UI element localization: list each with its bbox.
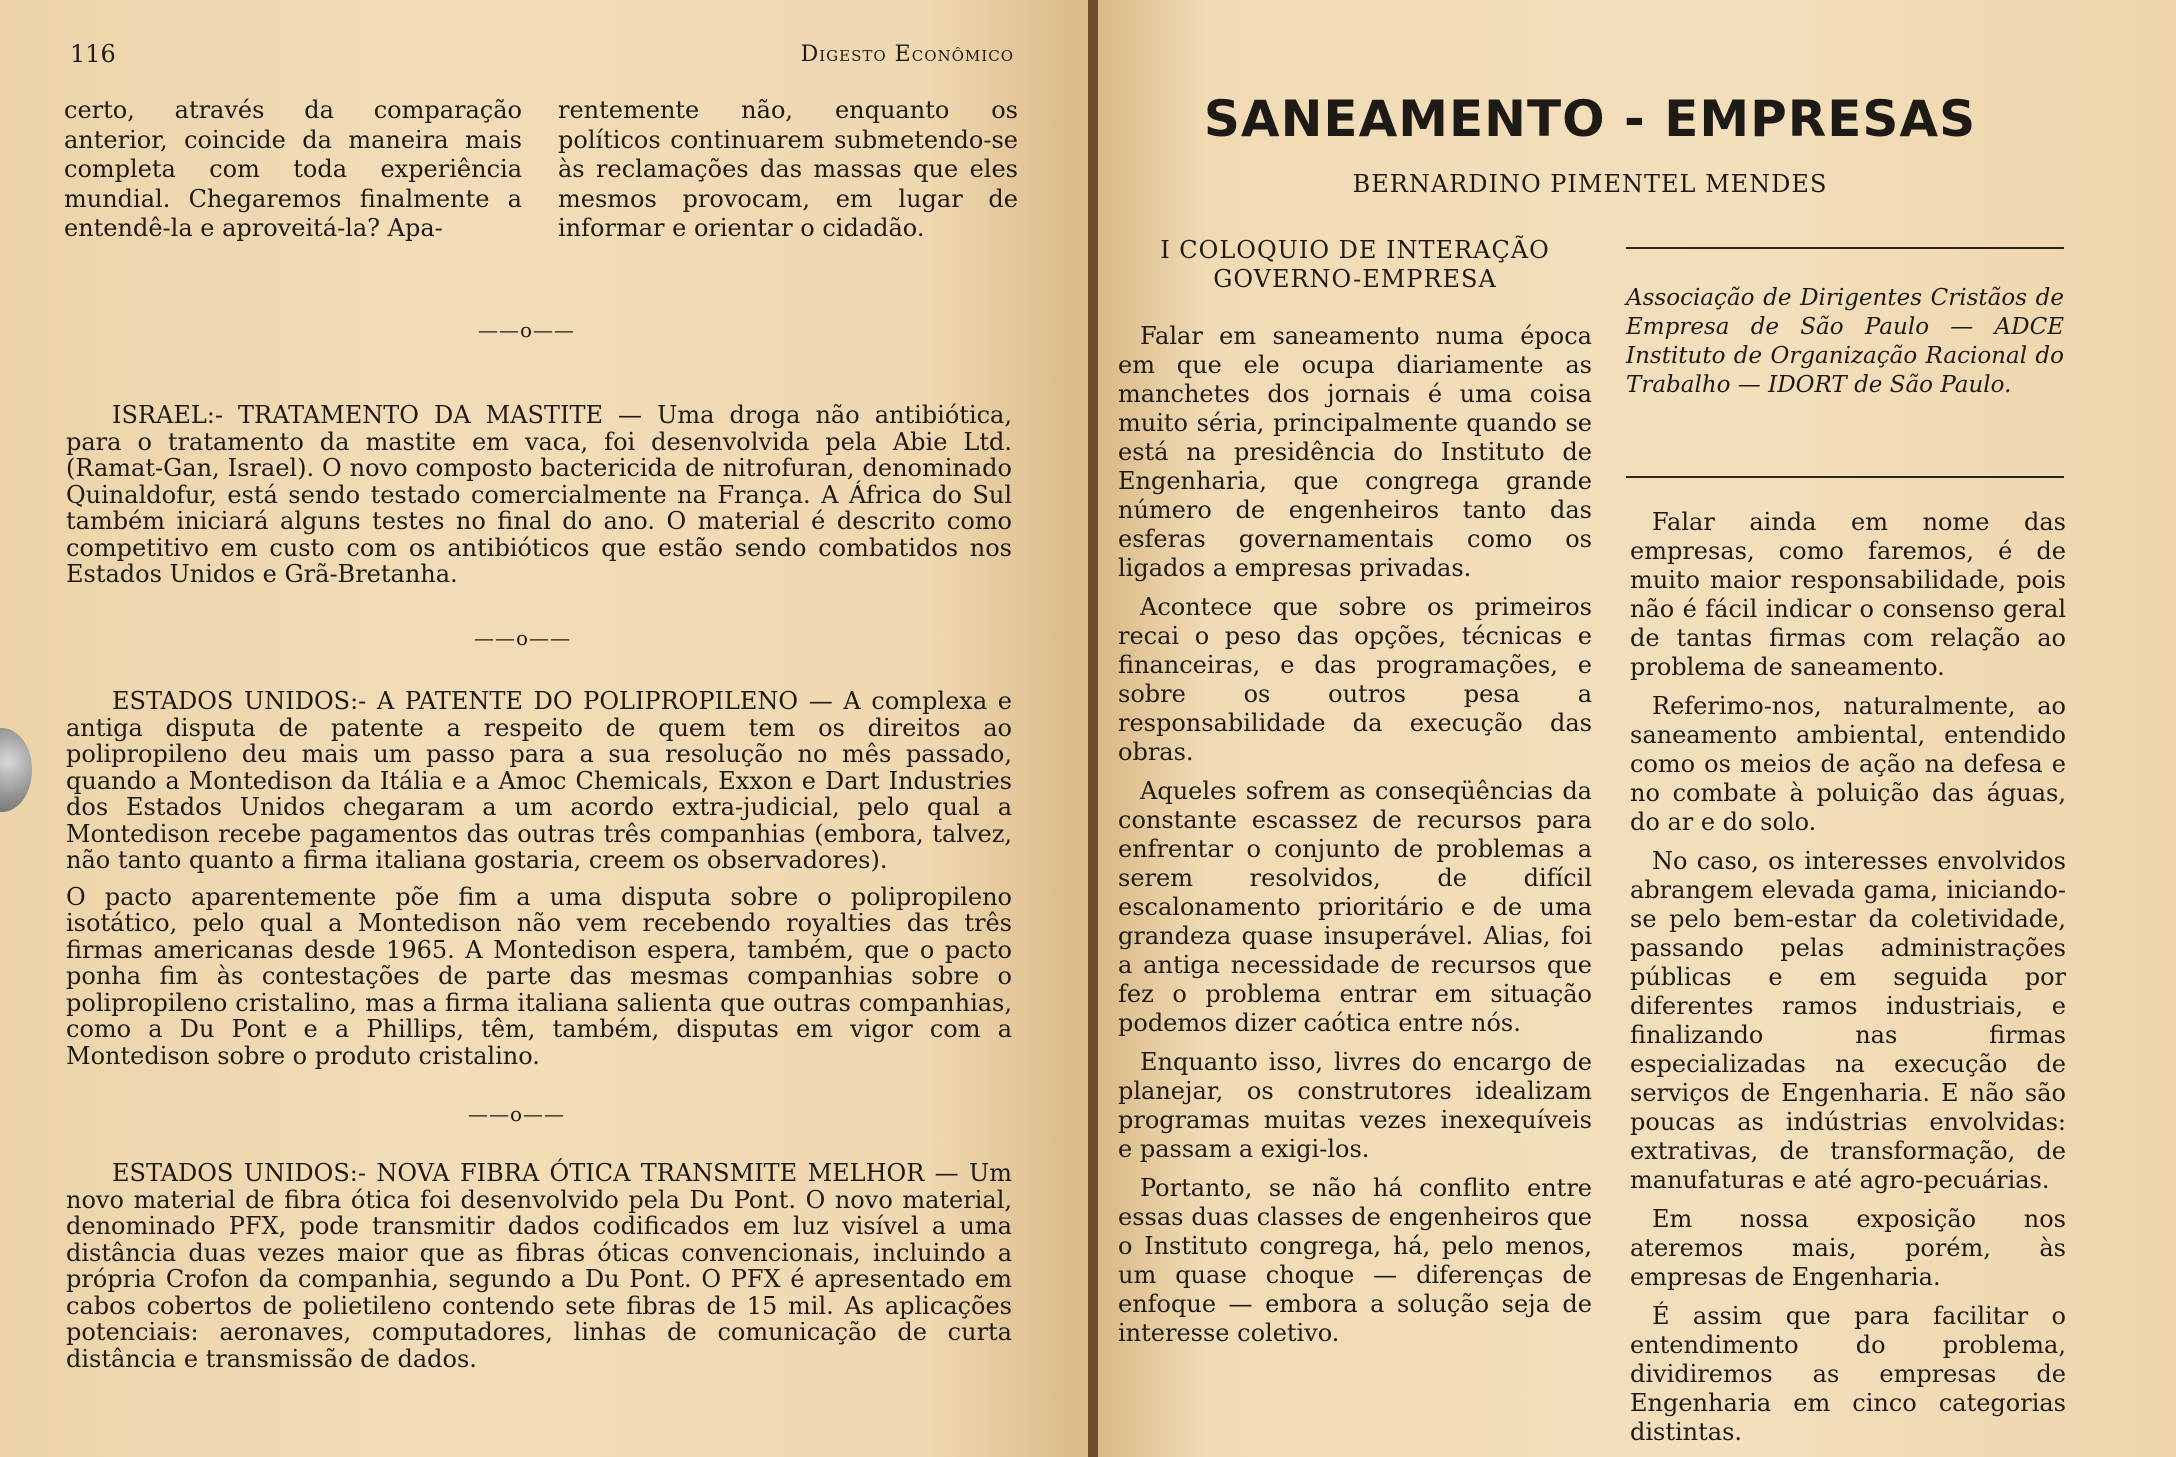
- article-paragraph: É assim que para facilitar o entendimento do problema, dividiremos as empresas de Engenharia em cinco categorias distintas.: [1630, 1302, 2066, 1446]
- news-item-optical-fiber: [66, 1160, 1012, 1382]
- rule-divider: [1626, 247, 2064, 249]
- article-paragraph: Referimo-nos, naturalmente, ao saneamento ambiental, entendido como os meios de ação na defesa e no combate à poluição das águas, do ar e do solo.: [1630, 692, 2066, 836]
- binding-rivet: [0, 728, 32, 812]
- news-item-text: ESTADOS UNIDOS:- A PATENTE DO POLIPROPILENO — A complexa e antiga disputa de patente a respeito de quem tem os direitos ao polipropileno deu mais um passo para a sua resolução no mês passado, quando a Montedison da Itália e a Amoc Chemicals, Exxon e Dart Industries dos Estados Unidos chegaram a um acordo extra-judicial, pelo qual a Montedison recebe pagamentos das outras três companhias (embora, talvez, não tanto quanto a firma italiana gostaria, creem os observadores).: [66, 687, 1012, 874]
- news-item-polypropylene: [66, 688, 1012, 1079]
- article-paragraph: Enquanto isso, livres do encargo de planejar, os construtores idealizam programas muitas vezes inexequíveis e passam a exigi-los.: [1118, 1048, 1592, 1163]
- rule-divider: [1626, 476, 2064, 478]
- article-paragraph: Falar em saneamento numa época em que ele ocupa diariamente as manchetes dos jornais é uma coisa muito séria, principalmente quando se está na presidência do Instituto de Engenharia, que congrega grande número de engenheiros tanto das esferas governamentais como os ligados a empresas privadas.: [1118, 322, 1592, 582]
- separator: ——o——: [474, 626, 572, 650]
- top-column-1: certo, através da comparação anterior, coincide da maneira mais completa com toda experiência mundial. Chegaremos finalmente a entendê-la e aproveitá-la? Apa-: [64, 96, 522, 242]
- page-number: 116: [70, 40, 116, 68]
- article-subhead: I COLOQUIO DE INTERAÇÃO GOVERNO-EMPRESA: [1160, 236, 1550, 293]
- news-item-text: ISRAEL:- TRATAMENTO DA MASTITE — Uma droga não antibiótica, para o tratamento da mastite em vaca, foi desenvolvida pela Abie Ltd. (Ramat-Gan, Israel). O novo composto bactericida de nitrofuran, denominado Quinaldofur, está sendo testado comercialmente na França. A África do Sul também iniciará alguns testes no final do ano. O material é descrito como competitivo em custo com os antibióticos que estão sendo combatidos nos Estados Unidos e Grã-Bretanha.: [66, 401, 1012, 588]
- article-title: SANEAMENTO - EMPRESAS: [1203, 90, 1977, 148]
- news-item-text: ESTADOS UNIDOS:- NOVA FIBRA ÓTICA TRANSMITE MELHOR — Um novo material de fibra ótica foi desenvolvido pela Du Pont. O novo material, denominado PFX, pode transmitir dados codificados em luz visível a uma distância duas vezes maior que as fibras óticas convencionais, incluindo a própria Crofon da companhia, segundo a Du Pont. O PFX é apresentado em cabos cobertos de polietileno contendo sete fibras de 15 mil. As aplicações potenciais: aeronaves, computadores, linhas de comunicação de curta distância e transmissão de dados.: [66, 1159, 1012, 1373]
- news-item-israel: [66, 402, 1012, 598]
- article-paragraph: Portanto, se não há conflito entre essas duas classes de engenheiros que o Instituto congrega, há, pelo menos, um quase choque — diferenças de enfoque — embora a solução seja de interesse coletivo.: [1118, 1174, 1592, 1347]
- separator: ——o——: [478, 318, 576, 342]
- separator: ——o——: [468, 1102, 566, 1126]
- top-column-2: rentemente não, enquanto os políticos continuarem submetendo-se às reclamações das massas que eles mesmos provocam, em lugar de informar e orientar o cidadão.: [558, 96, 1018, 242]
- article-paragraph: Falar ainda em nome das empresas, como faremos, é de muito maior responsabilidade, pois não é fácil indicar o consenso geral de tantas firmas com relação ao problema de saneamento.: [1630, 508, 2066, 681]
- article-column-1: [1118, 322, 1592, 1358]
- article-paragraph: No caso, os interesses envolvidos abrangem elevada gama, iniciando-se pelo bem-estar da coletividade, passando pelas administrações públicas e em seguida por diferentes ramos industriais, e finalizando nas firmas especializadas na execução de serviços de Engenharia. E não são poucas as indústrias envolvidas: extrativas, de transformação, de manufaturas e até agro-pecuárias.: [1630, 847, 2066, 1194]
- article-paragraph: Aqueles sofrem as conseqüências da constante escassez de recursos para enfrentar o conjunto de problemas a serem resolvidos, de difícil escalonamento prioritário e de uma grandeza quase insuperável. Alias, foi a antiga necessidade de recursos que fez o problema entrar em situação podemos dizer caótica entre nós.: [1118, 777, 1592, 1037]
- article-author: BERNARDINO PIMENTEL MENDES: [1352, 170, 1828, 198]
- article-paragraph: Acontece que sobre os primeiros recai o peso das opções, técnicas e financeiras, e das programações, e sobre os outros pesa a responsabilidade da execução das obras.: [1118, 593, 1592, 766]
- news-item-text: O pacto aparentemente põe fim a uma disputa sobre o polipropileno isotático, pelo qual a Montedison não vem recebendo royalties das três firmas americanas desde 1965. A Montedison espera, também, que o pacto ponha fim às contestações de parte das mesmas companhias sobre o polipropileno cristalino, mas a firma italiana salienta que outras companhias, como a Du Pont e a Phillips, têm, também, disputas em vigor com a Montedison sobre o produto cristalino.: [66, 882, 1012, 1070]
- running-head: Digesto Econômico: [800, 42, 1014, 67]
- association-note: Associação de Dirigentes Cristãos de Empresa de São Paulo — ADCE Instituto de Organização Racional do Trabalho — IDORT de São Paulo.: [1626, 285, 2064, 398]
- article-paragraph: Em nossa exposição nos ateremos mais, porém, às empresas de Engenharia.: [1630, 1205, 2066, 1291]
- article-column-2: [1630, 508, 2066, 1457]
